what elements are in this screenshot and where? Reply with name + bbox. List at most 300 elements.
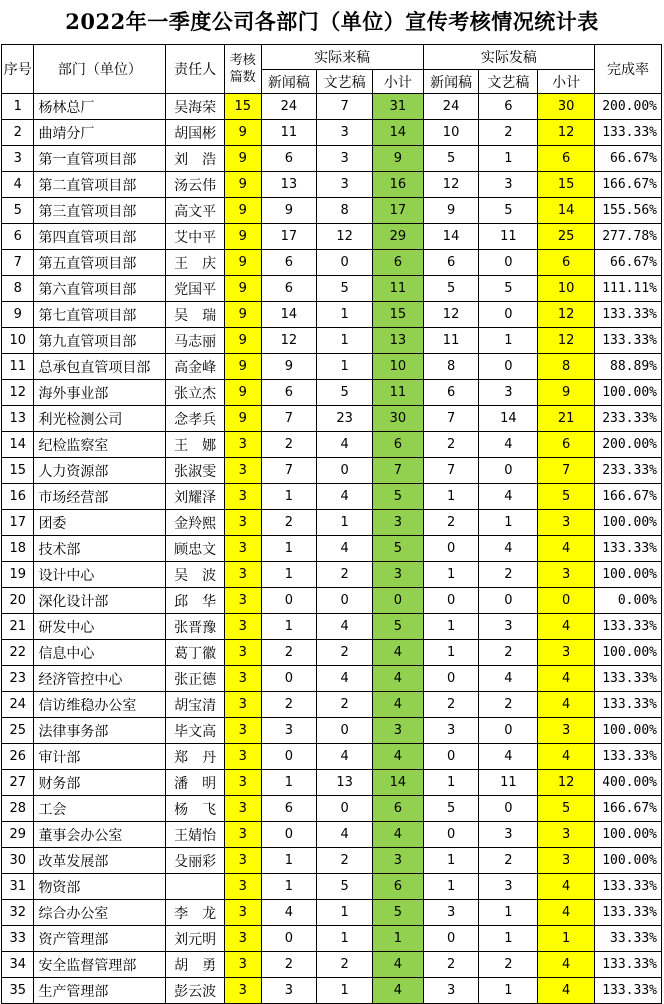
cell-published-subtotal: 4 (538, 978, 595, 1004)
cell-published-news: 3 (423, 718, 479, 744)
cell-published-news: 0 (423, 926, 479, 952)
cell-rate: 133.33% (595, 328, 662, 354)
cell-owner: 葛丁徽 (166, 640, 225, 666)
cell-published-news: 7 (423, 458, 479, 484)
cell-received-news: 3 (261, 718, 317, 744)
cell-received-art: 0 (317, 796, 373, 822)
header-quota: 考核篇数 (225, 45, 261, 94)
cell-quota: 3 (225, 926, 261, 952)
table-row (2, 978, 662, 1004)
cell-received-art: 7 (317, 94, 373, 120)
cell-received-art: 8 (317, 198, 373, 224)
cell-owner: 邱 华 (166, 588, 225, 614)
cell-published-subtotal: 15 (538, 172, 595, 198)
cell-quota: 9 (225, 224, 261, 250)
cell-quota: 9 (225, 146, 261, 172)
cell-dept: 技术部 (34, 536, 166, 562)
cell-received-subtotal: 3 (373, 510, 424, 536)
cell-owner: 吴 瑞 (166, 302, 225, 328)
cell-seq: 18 (2, 536, 34, 562)
cell-received-art: 1 (317, 302, 373, 328)
cell-seq: 21 (2, 614, 34, 640)
cell-seq: 29 (2, 822, 34, 848)
cell-quota: 3 (225, 822, 261, 848)
cell-owner: 刘耀泽 (166, 484, 225, 510)
header-published-news: 新闻稿 (423, 70, 479, 94)
cell-received-art: 0 (317, 718, 373, 744)
cell-received-subtotal: 4 (373, 692, 424, 718)
cell-published-news: 1 (423, 562, 479, 588)
cell-rate: 0.00% (595, 588, 662, 614)
cell-published-news: 1 (423, 874, 479, 900)
cell-published-art: 4 (479, 536, 538, 562)
cell-seq: 7 (2, 250, 34, 276)
table-title: 2022年一季度公司各部门（单位）宣传考核情况统计表 (65, 9, 599, 34)
cell-dept: 经济管控中心 (34, 666, 166, 692)
cell-published-news: 3 (423, 978, 479, 1004)
cell-received-subtotal: 0 (373, 588, 424, 614)
cell-owner: 念孝兵 (166, 406, 225, 432)
cell-rate: 400.00% (595, 770, 662, 796)
cell-quota: 9 (225, 354, 261, 380)
cell-owner: 吴 波 (166, 562, 225, 588)
cell-published-news: 12 (423, 172, 479, 198)
table-row (2, 172, 662, 198)
cell-received-news: 17 (261, 224, 317, 250)
cell-rate: 33.33% (595, 926, 662, 952)
cell-seq: 16 (2, 484, 34, 510)
table-row (2, 744, 662, 770)
cell-seq: 11 (2, 354, 34, 380)
cell-published-subtotal: 3 (538, 640, 595, 666)
cell-quota: 9 (225, 302, 261, 328)
cell-received-news: 0 (261, 744, 317, 770)
cell-published-art: 1 (479, 510, 538, 536)
cell-published-subtotal: 30 (538, 94, 595, 120)
cell-quota: 3 (225, 900, 261, 926)
cell-published-art: 0 (479, 302, 538, 328)
cell-seq: 9 (2, 302, 34, 328)
cell-received-news: 1 (261, 614, 317, 640)
cell-received-subtotal: 4 (373, 952, 424, 978)
cell-published-art: 4 (479, 432, 538, 458)
cell-dept: 工会 (34, 796, 166, 822)
table-row (2, 874, 662, 900)
cell-rate: 133.33% (595, 302, 662, 328)
cell-quota: 15 (225, 94, 261, 120)
cell-seq: 28 (2, 796, 34, 822)
cell-published-art: 4 (479, 484, 538, 510)
cell-published-news: 7 (423, 406, 479, 432)
cell-received-subtotal: 14 (373, 120, 424, 146)
cell-rate: 100.00% (595, 510, 662, 536)
cell-dept: 生产管理部 (34, 978, 166, 1004)
cell-received-news: 2 (261, 952, 317, 978)
cell-dept: 第五直管项目部 (34, 250, 166, 276)
cell-published-subtotal: 4 (538, 952, 595, 978)
table-row (2, 900, 662, 926)
header-published-art: 文艺稿 (479, 70, 538, 94)
cell-received-news: 7 (261, 406, 317, 432)
header-published-group: 实际发稿 (423, 45, 594, 70)
cell-received-news: 1 (261, 484, 317, 510)
cell-published-news: 14 (423, 224, 479, 250)
cell-received-subtotal: 16 (373, 172, 424, 198)
cell-received-art: 4 (317, 432, 373, 458)
cell-dept: 资产管理部 (34, 926, 166, 952)
table-row (2, 250, 662, 276)
cell-dept: 综合办公室 (34, 900, 166, 926)
cell-published-subtotal: 3 (538, 822, 595, 848)
cell-seq: 25 (2, 718, 34, 744)
cell-rate: 133.33% (595, 536, 662, 562)
cell-rate: 233.33% (595, 406, 662, 432)
table-row (2, 692, 662, 718)
cell-received-subtotal: 6 (373, 796, 424, 822)
cell-owner: 王婧怡 (166, 822, 225, 848)
cell-quota: 9 (225, 276, 261, 302)
cell-published-subtotal: 5 (538, 484, 595, 510)
table-row (2, 328, 662, 354)
cell-rate: 200.00% (595, 94, 662, 120)
cell-published-art: 1 (479, 978, 538, 1004)
cell-published-subtotal: 4 (538, 744, 595, 770)
cell-published-art: 4 (479, 744, 538, 770)
cell-seq: 2 (2, 120, 34, 146)
cell-received-art: 1 (317, 328, 373, 354)
cell-received-news: 0 (261, 588, 317, 614)
cell-owner: 殳丽彩 (166, 848, 225, 874)
cell-dept: 杨林总厂 (34, 94, 166, 120)
cell-published-art: 1 (479, 146, 538, 172)
cell-received-news: 1 (261, 536, 317, 562)
cell-owner: 王 庆 (166, 250, 225, 276)
cell-seq: 24 (2, 692, 34, 718)
cell-quota: 9 (225, 380, 261, 406)
cell-published-subtotal: 9 (538, 380, 595, 406)
cell-published-news: 2 (423, 952, 479, 978)
cell-quota: 9 (225, 120, 261, 146)
cell-seq: 13 (2, 406, 34, 432)
table-row (2, 562, 662, 588)
cell-published-subtotal: 21 (538, 406, 595, 432)
cell-rate: 133.33% (595, 900, 662, 926)
cell-received-news: 9 (261, 354, 317, 380)
cell-received-art: 12 (317, 224, 373, 250)
cell-seq: 31 (2, 874, 34, 900)
cell-received-art: 4 (317, 484, 373, 510)
table-row (2, 796, 662, 822)
cell-received-art: 2 (317, 562, 373, 588)
cell-dept: 董事会办公室 (34, 822, 166, 848)
cell-published-subtotal: 12 (538, 302, 595, 328)
cell-owner: 张晋豫 (166, 614, 225, 640)
table-row (2, 406, 662, 432)
cell-seq: 14 (2, 432, 34, 458)
cell-dept: 改革发展部 (34, 848, 166, 874)
cell-dept: 团委 (34, 510, 166, 536)
cell-quota: 3 (225, 562, 261, 588)
cell-seq: 30 (2, 848, 34, 874)
cell-published-art: 1 (479, 328, 538, 354)
cell-published-subtotal: 25 (538, 224, 595, 250)
cell-seq: 15 (2, 458, 34, 484)
cell-rate: 100.00% (595, 718, 662, 744)
cell-rate: 166.67% (595, 172, 662, 198)
cell-quota: 3 (225, 510, 261, 536)
cell-published-news: 0 (423, 744, 479, 770)
cell-published-subtotal: 12 (538, 770, 595, 796)
cell-rate: 133.33% (595, 874, 662, 900)
cell-received-subtotal: 14 (373, 770, 424, 796)
cell-published-news: 5 (423, 146, 479, 172)
cell-received-news: 12 (261, 328, 317, 354)
cell-seq: 22 (2, 640, 34, 666)
cell-quota: 3 (225, 718, 261, 744)
cell-received-subtotal: 3 (373, 848, 424, 874)
cell-received-subtotal: 3 (373, 562, 424, 588)
cell-received-subtotal: 4 (373, 666, 424, 692)
cell-published-art: 11 (479, 770, 538, 796)
cell-received-subtotal: 11 (373, 276, 424, 302)
table-row (2, 94, 662, 120)
cell-published-art: 0 (479, 588, 538, 614)
cell-received-art: 3 (317, 120, 373, 146)
header-dept: 部门（单位） (34, 45, 166, 94)
header-received-subtotal: 小计 (373, 70, 424, 94)
cell-owner: 彭云波 (166, 978, 225, 1004)
cell-published-art: 1 (479, 900, 538, 926)
cell-rate: 133.33% (595, 744, 662, 770)
cell-published-subtotal: 3 (538, 510, 595, 536)
cell-published-news: 2 (423, 692, 479, 718)
cell-received-news: 2 (261, 640, 317, 666)
cell-received-subtotal: 31 (373, 94, 424, 120)
header-published-subtotal: 小计 (538, 70, 595, 94)
cell-published-subtotal: 3 (538, 718, 595, 744)
cell-published-subtotal: 1 (538, 926, 595, 952)
cell-rate: 100.00% (595, 380, 662, 406)
cell-received-art: 2 (317, 692, 373, 718)
header-received-news: 新闻稿 (261, 70, 317, 94)
cell-owner: 高文平 (166, 198, 225, 224)
cell-quota: 3 (225, 978, 261, 1004)
table-row (2, 926, 662, 952)
cell-received-news: 4 (261, 900, 317, 926)
table-row (2, 718, 662, 744)
cell-dept: 物资部 (34, 874, 166, 900)
table-row (2, 640, 662, 666)
cell-rate: 277.78% (595, 224, 662, 250)
table-row (2, 198, 662, 224)
cell-published-art: 4 (479, 666, 538, 692)
cell-published-subtotal: 4 (538, 874, 595, 900)
cell-published-news: 1 (423, 614, 479, 640)
table-body (2, 94, 662, 1004)
table-row (2, 276, 662, 302)
cell-dept: 市场经营部 (34, 484, 166, 510)
cell-received-subtotal: 11 (373, 380, 424, 406)
cell-rate: 66.67% (595, 146, 662, 172)
cell-rate: 100.00% (595, 822, 662, 848)
cell-published-art: 5 (479, 276, 538, 302)
table-row (2, 536, 662, 562)
cell-received-news: 2 (261, 692, 317, 718)
cell-received-subtotal: 10 (373, 354, 424, 380)
cell-dept: 第七直管项目部 (34, 302, 166, 328)
cell-received-art: 3 (317, 172, 373, 198)
cell-published-subtotal: 10 (538, 276, 595, 302)
cell-quota: 3 (225, 796, 261, 822)
cell-rate: 100.00% (595, 640, 662, 666)
cell-received-art: 1 (317, 354, 373, 380)
table-row (2, 614, 662, 640)
cell-received-news: 0 (261, 666, 317, 692)
cell-quota: 3 (225, 588, 261, 614)
cell-published-art: 3 (479, 172, 538, 198)
cell-rate: 166.67% (595, 484, 662, 510)
table-row (2, 510, 662, 536)
cell-received-subtotal: 5 (373, 484, 424, 510)
cell-published-news: 3 (423, 900, 479, 926)
cell-received-subtotal: 15 (373, 302, 424, 328)
cell-received-news: 11 (261, 120, 317, 146)
cell-quota: 9 (225, 406, 261, 432)
cell-received-subtotal: 4 (373, 978, 424, 1004)
cell-published-art: 2 (479, 562, 538, 588)
cell-received-art: 0 (317, 458, 373, 484)
cell-rate: 133.33% (595, 692, 662, 718)
cell-received-art: 5 (317, 380, 373, 406)
cell-published-art: 0 (479, 796, 538, 822)
cell-received-art: 0 (317, 250, 373, 276)
cell-dept: 第一直管项目部 (34, 146, 166, 172)
cell-received-news: 14 (261, 302, 317, 328)
cell-received-art: 4 (317, 614, 373, 640)
cell-published-subtotal: 4 (538, 692, 595, 718)
cell-dept: 财务部 (34, 770, 166, 796)
cell-rate: 133.33% (595, 952, 662, 978)
cell-rate: 111.11% (595, 276, 662, 302)
cell-published-news: 24 (423, 94, 479, 120)
cell-owner: 胡宝清 (166, 692, 225, 718)
cell-published-news: 1 (423, 640, 479, 666)
cell-published-subtotal: 4 (538, 536, 595, 562)
cell-rate: 133.33% (595, 120, 662, 146)
cell-received-subtotal: 7 (373, 458, 424, 484)
cell-received-news: 6 (261, 796, 317, 822)
cell-received-subtotal: 4 (373, 640, 424, 666)
cell-received-art: 13 (317, 770, 373, 796)
cell-published-news: 5 (423, 276, 479, 302)
cell-published-art: 0 (479, 718, 538, 744)
cell-published-subtotal: 7 (538, 458, 595, 484)
cell-dept: 海外事业部 (34, 380, 166, 406)
cell-received-news: 9 (261, 198, 317, 224)
cell-owner: 郑 丹 (166, 744, 225, 770)
cell-published-subtotal: 4 (538, 666, 595, 692)
cell-quota: 3 (225, 484, 261, 510)
cell-seq: 10 (2, 328, 34, 354)
cell-received-art: 2 (317, 952, 373, 978)
cell-owner: 金羚熙 (166, 510, 225, 536)
table-row (2, 588, 662, 614)
cell-received-art: 1 (317, 978, 373, 1004)
cell-quota: 9 (225, 328, 261, 354)
cell-rate: 100.00% (595, 562, 662, 588)
cell-received-art: 4 (317, 744, 373, 770)
cell-published-art: 2 (479, 692, 538, 718)
cell-published-news: 5 (423, 796, 479, 822)
cell-owner: 张正德 (166, 666, 225, 692)
cell-published-art: 11 (479, 224, 538, 250)
cell-rate: 166.67% (595, 796, 662, 822)
cell-quota: 3 (225, 692, 261, 718)
cell-published-news: 11 (423, 328, 479, 354)
cell-rate: 133.33% (595, 978, 662, 1004)
cell-published-art: 2 (479, 120, 538, 146)
cell-quota: 3 (225, 614, 261, 640)
cell-published-art: 3 (479, 380, 538, 406)
cell-published-subtotal: 6 (538, 250, 595, 276)
cell-published-subtotal: 6 (538, 432, 595, 458)
cell-received-news: 3 (261, 978, 317, 1004)
cell-published-subtotal: 12 (538, 328, 595, 354)
cell-received-art: 0 (317, 588, 373, 614)
cell-received-art: 4 (317, 536, 373, 562)
cell-dept: 法律事务部 (34, 718, 166, 744)
cell-published-art: 5 (479, 198, 538, 224)
table-row (2, 952, 662, 978)
cell-seq: 12 (2, 380, 34, 406)
cell-seq: 20 (2, 588, 34, 614)
cell-dept: 曲靖分厂 (34, 120, 166, 146)
cell-dept: 深化设计部 (34, 588, 166, 614)
cell-quota: 3 (225, 458, 261, 484)
table-row (2, 666, 662, 692)
cell-received-art: 5 (317, 276, 373, 302)
cell-quota: 3 (225, 848, 261, 874)
cell-published-subtotal: 6 (538, 146, 595, 172)
cell-published-news: 0 (423, 588, 479, 614)
cell-owner: 马志丽 (166, 328, 225, 354)
header-received-art: 文艺稿 (317, 70, 373, 94)
cell-received-art: 5 (317, 874, 373, 900)
cell-published-art: 2 (479, 640, 538, 666)
cell-received-subtotal: 29 (373, 224, 424, 250)
cell-published-news: 2 (423, 432, 479, 458)
cell-dept: 总承包直管项目部 (34, 354, 166, 380)
cell-published-art: 3 (479, 874, 538, 900)
cell-quota: 3 (225, 640, 261, 666)
cell-received-subtotal: 17 (373, 198, 424, 224)
cell-seq: 3 (2, 146, 34, 172)
cell-received-news: 7 (261, 458, 317, 484)
cell-received-news: 6 (261, 146, 317, 172)
cell-received-news: 1 (261, 874, 317, 900)
cell-seq: 33 (2, 926, 34, 952)
cell-owner: 潘 明 (166, 770, 225, 796)
header-owner: 责任人 (166, 45, 225, 94)
cell-rate: 133.33% (595, 614, 662, 640)
table-row (2, 822, 662, 848)
cell-dept: 第六直管项目部 (34, 276, 166, 302)
cell-dept: 第三直管项目部 (34, 198, 166, 224)
table-row (2, 224, 662, 250)
cell-dept: 信息中心 (34, 640, 166, 666)
cell-received-subtotal: 1 (373, 926, 424, 952)
cell-owner: 李 龙 (166, 900, 225, 926)
